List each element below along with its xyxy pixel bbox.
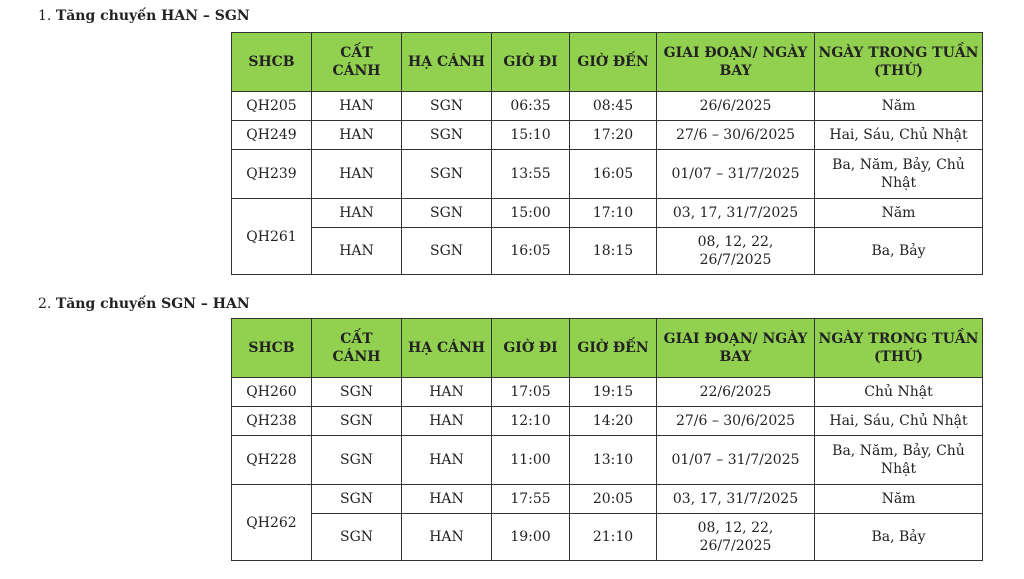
table-row — [232, 407, 983, 436]
header-period: GIAI ĐOẠN/ NGÀY BAY — [657, 33, 815, 92]
header-arrival-airport: HẠ CÁNH — [402, 33, 492, 92]
period: 26/6/2025 — [657, 92, 815, 121]
arrival-time: 17:10 — [570, 199, 657, 228]
weekdays: Ba, Năm, Bảy, Chủ Nhật — [815, 150, 983, 199]
departure-time: 15:00 — [492, 199, 570, 228]
table-header-row — [232, 33, 983, 92]
flight-code: QH239 — [232, 150, 312, 199]
departure-time: 17:55 — [492, 485, 570, 514]
departure-time: 16:05 — [492, 228, 570, 275]
destination: HAN — [402, 378, 492, 407]
departure-time: 11:00 — [492, 436, 570, 485]
departure-time: 19:00 — [492, 514, 570, 561]
table-row — [232, 228, 983, 275]
table-row — [232, 514, 983, 561]
table-row — [232, 92, 983, 121]
origin: HAN — [312, 228, 402, 275]
weekdays: Ba, Bảy — [815, 514, 983, 561]
origin: SGN — [312, 485, 402, 514]
weekdays: Năm — [815, 199, 983, 228]
arrival-time: 16:05 — [570, 150, 657, 199]
origin: HAN — [312, 199, 402, 228]
origin: HAN — [312, 92, 402, 121]
destination: HAN — [402, 514, 492, 561]
section-title: Tăng chuyến SGN – HAN — [55, 296, 250, 312]
table-row — [232, 199, 983, 228]
destination: SGN — [402, 199, 492, 228]
destination: SGN — [402, 121, 492, 150]
header-departure-time: GIỜ ĐI — [492, 319, 570, 378]
destination: HAN — [402, 436, 492, 485]
flight-code: QH260 — [232, 378, 312, 407]
arrival-time: 19:15 — [570, 378, 657, 407]
arrival-time: 13:10 — [570, 436, 657, 485]
section-number: 1. — [38, 8, 52, 24]
arrival-time: 21:10 — [570, 514, 657, 561]
destination: SGN — [402, 92, 492, 121]
schedule-table-sgn-han — [231, 318, 983, 561]
period: 08, 12, 22, 26/7/2025 — [657, 228, 815, 275]
flight-code: QH261 — [232, 199, 312, 275]
destination: SGN — [402, 228, 492, 275]
weekdays: Hai, Sáu, Chủ Nhật — [815, 407, 983, 436]
header-weekdays: NGÀY TRONG TUẦN (THỨ) — [815, 33, 983, 92]
schedule-table-han-sgn — [231, 32, 983, 275]
section-2-heading — [38, 296, 250, 312]
header-shcb: SHCB — [232, 33, 312, 92]
origin: SGN — [312, 407, 402, 436]
weekdays: Ba, Bảy — [815, 228, 983, 275]
destination: HAN — [402, 485, 492, 514]
period: 27/6 – 30/6/2025 — [657, 407, 815, 436]
period: 03, 17, 31/7/2025 — [657, 485, 815, 514]
header-departure-airport: CẤT CÁNH — [312, 33, 402, 92]
origin: SGN — [312, 436, 402, 485]
flight-code: QH262 — [232, 485, 312, 561]
weekdays: Ba, Năm, Bảy, Chủ Nhật — [815, 436, 983, 485]
origin: HAN — [312, 150, 402, 199]
origin: SGN — [312, 378, 402, 407]
arrival-time: 17:20 — [570, 121, 657, 150]
arrival-time: 08:45 — [570, 92, 657, 121]
table-header-row — [232, 319, 983, 378]
period: 22/6/2025 — [657, 378, 815, 407]
section-1-heading — [38, 8, 250, 24]
table-row — [232, 485, 983, 514]
departure-time: 13:55 — [492, 150, 570, 199]
header-arrival-airport: HẠ CÁNH — [402, 319, 492, 378]
departure-time: 17:05 — [492, 378, 570, 407]
flight-code: QH238 — [232, 407, 312, 436]
flight-code: QH249 — [232, 121, 312, 150]
departure-time: 12:10 — [492, 407, 570, 436]
weekdays: Chủ Nhật — [815, 378, 983, 407]
period: 03, 17, 31/7/2025 — [657, 199, 815, 228]
flight-code: QH228 — [232, 436, 312, 485]
header-weekdays: NGÀY TRONG TUẦN (THỨ) — [815, 319, 983, 378]
weekdays: Năm — [815, 92, 983, 121]
arrival-time: 14:20 — [570, 407, 657, 436]
table-row — [232, 378, 983, 407]
header-arrival-time: GIỜ ĐẾN — [570, 319, 657, 378]
period: 01/07 – 31/7/2025 — [657, 150, 815, 199]
header-period: GIAI ĐOẠN/ NGÀY BAY — [657, 319, 815, 378]
arrival-time: 18:15 — [570, 228, 657, 275]
table-row — [232, 150, 983, 199]
header-departure-airport: CẤT CÁNH — [312, 319, 402, 378]
header-shcb: SHCB — [232, 319, 312, 378]
header-arrival-time: GIỜ ĐẾN — [570, 33, 657, 92]
weekdays: Năm — [815, 485, 983, 514]
period: 08, 12, 22, 26/7/2025 — [657, 514, 815, 561]
departure-time: 06:35 — [492, 92, 570, 121]
section-number: 2. — [38, 296, 52, 312]
destination: HAN — [402, 407, 492, 436]
section-title: Tăng chuyến HAN – SGN — [55, 8, 250, 24]
origin: HAN — [312, 121, 402, 150]
arrival-time: 20:05 — [570, 485, 657, 514]
header-departure-time: GIỜ ĐI — [492, 33, 570, 92]
flight-code: QH205 — [232, 92, 312, 121]
departure-time: 15:10 — [492, 121, 570, 150]
table-row — [232, 121, 983, 150]
period: 01/07 – 31/7/2025 — [657, 436, 815, 485]
destination: SGN — [402, 150, 492, 199]
table-row — [232, 436, 983, 485]
weekdays: Hai, Sáu, Chủ Nhật — [815, 121, 983, 150]
origin: SGN — [312, 514, 402, 561]
period: 27/6 – 30/6/2025 — [657, 121, 815, 150]
